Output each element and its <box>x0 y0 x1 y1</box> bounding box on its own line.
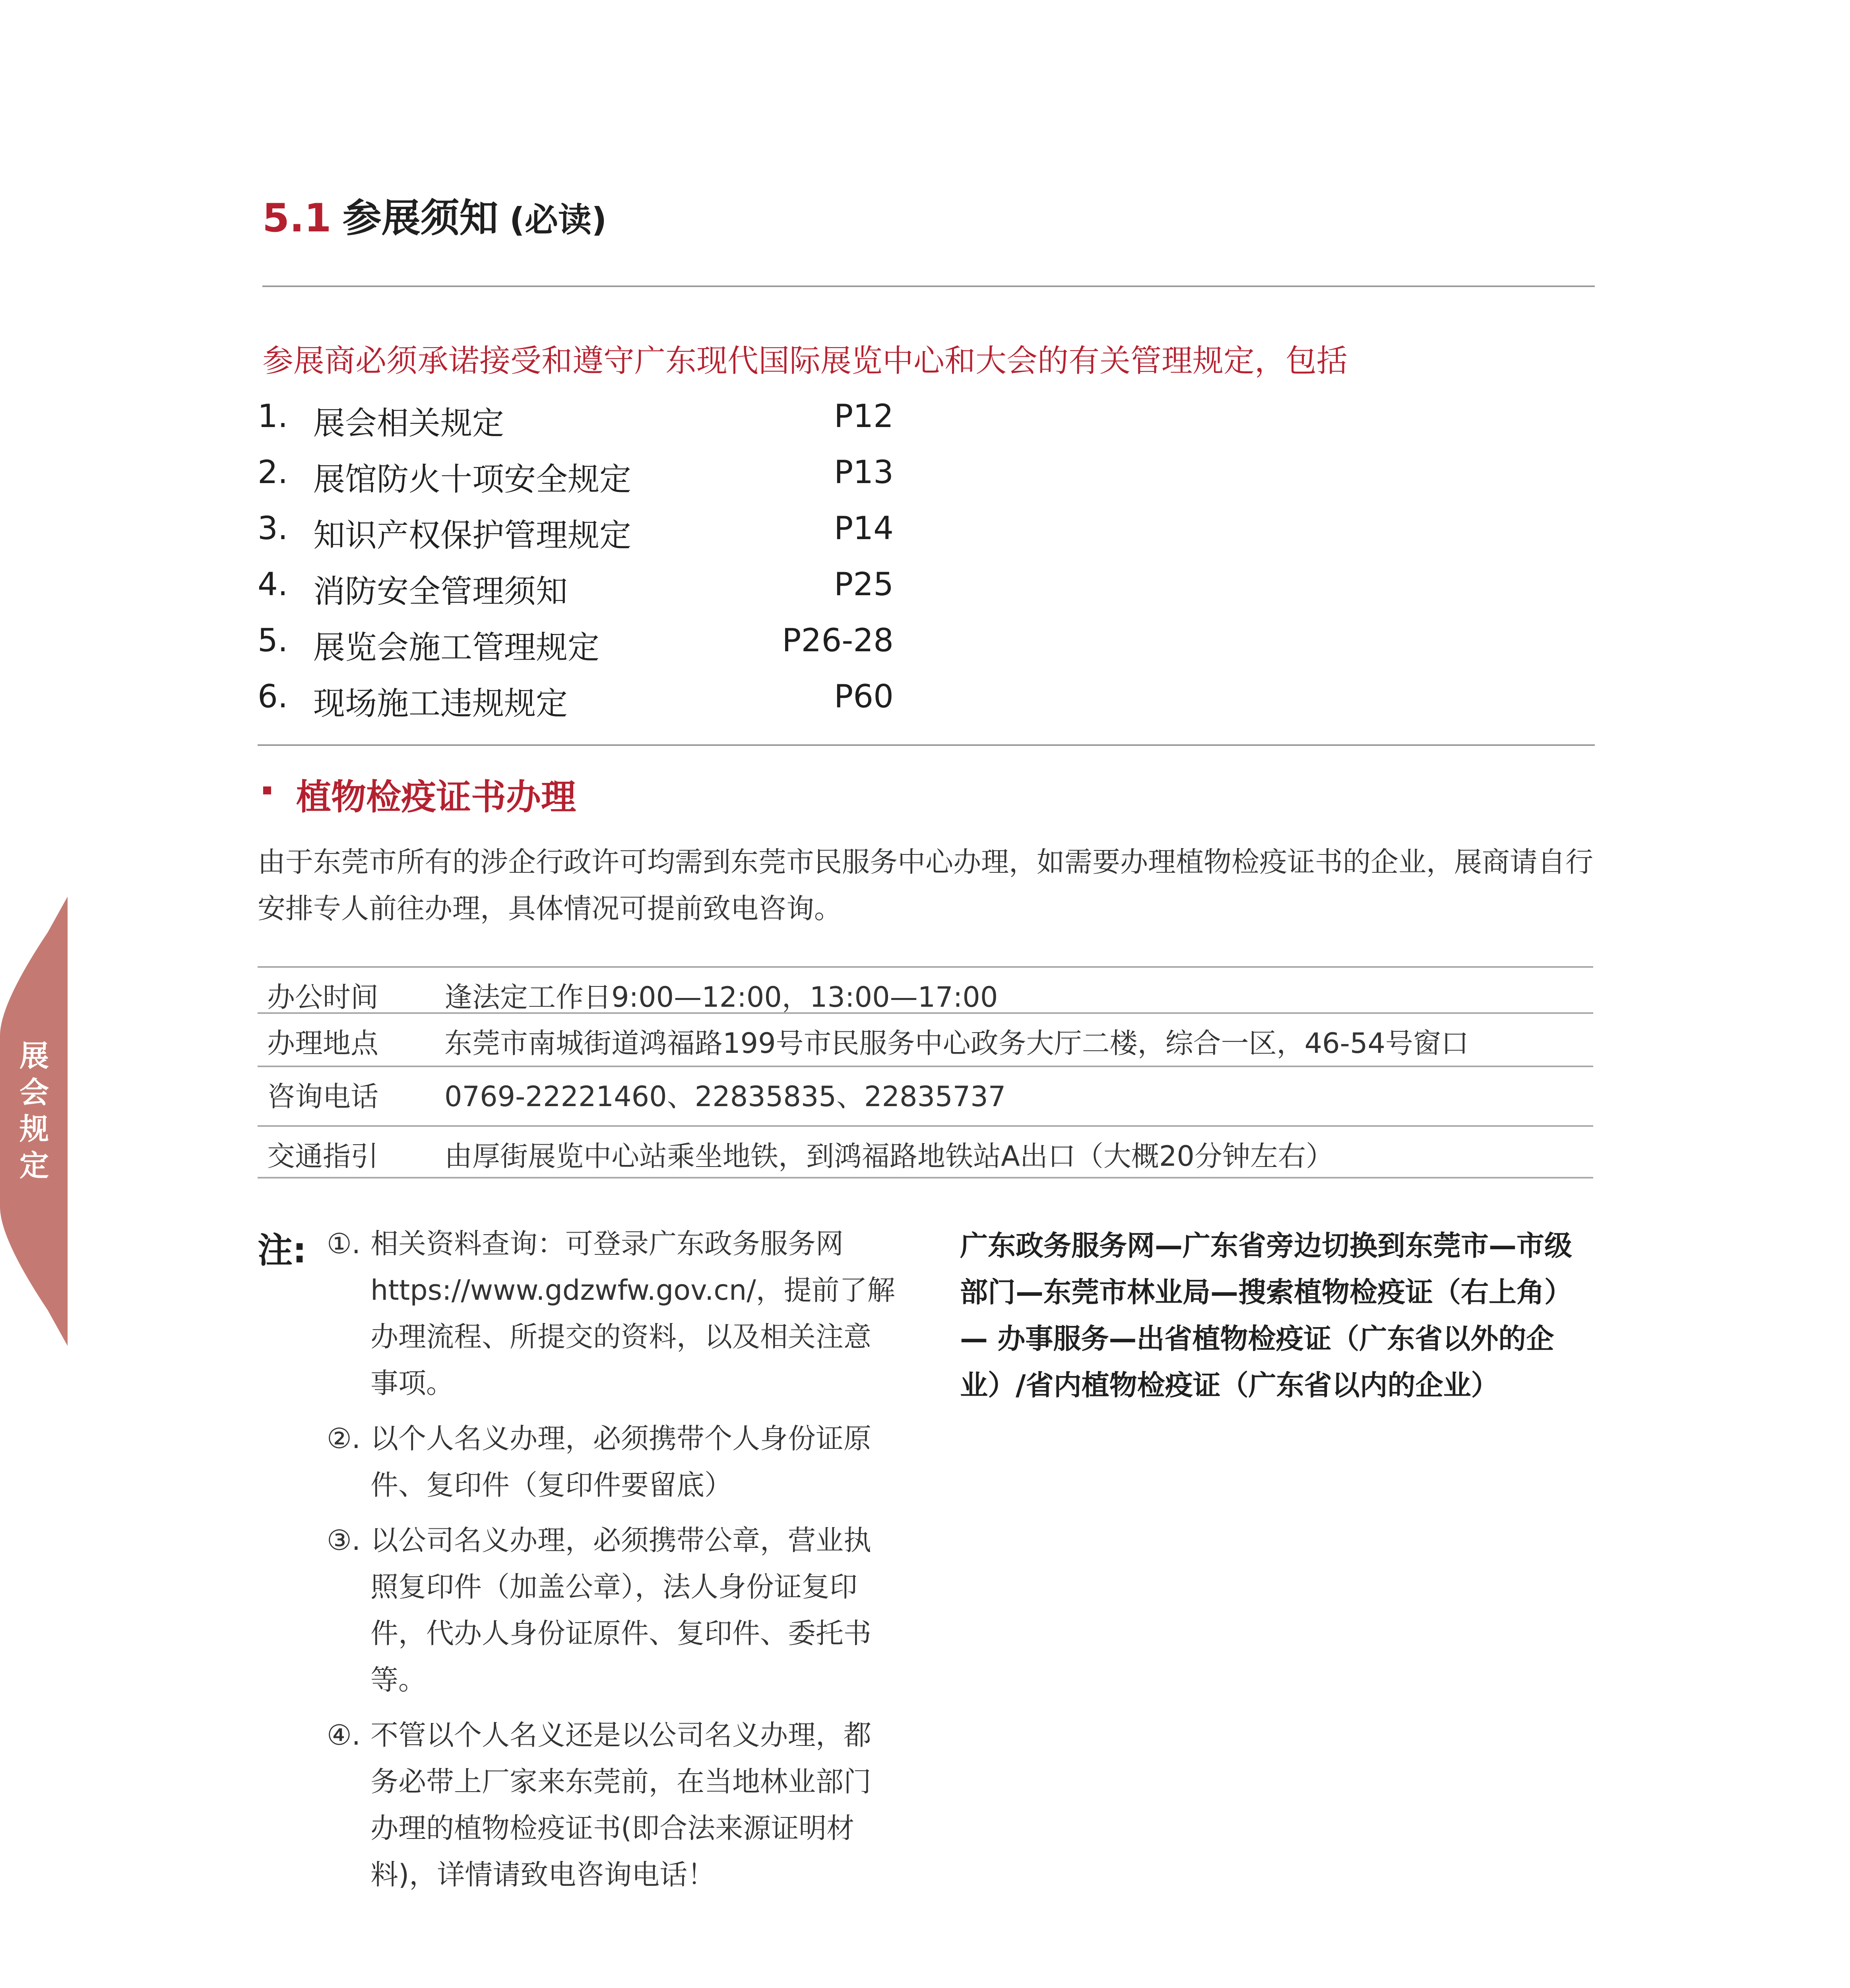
info-table <box>258 966 1593 1178</box>
section-number: 5.1 <box>262 196 332 241</box>
rules-list <box>258 398 894 734</box>
rule-page: P12 <box>834 398 894 435</box>
rules-list-item <box>258 454 894 510</box>
section-description: 由于东莞市所有的涉企行政许可均需到东莞市民服务中心办理，如需要办理植物检疫证书的企业，展商请自行安排专人前往办理，具体情况可提前致电咨询。 <box>258 846 1593 925</box>
notes-label: 注: <box>258 1230 307 1271</box>
note-mark: ②. <box>327 1422 361 1455</box>
rule-page: P26-28 <box>782 622 894 659</box>
rule-text: 消防安全管理须知 <box>313 573 568 610</box>
note-text: 以公司名义办理，必须携带公章，营业执照复印件（加盖公章），法人身份证复印件，代办人身份证原件、复印件、委托书等。 <box>370 1524 871 1696</box>
row-label: 咨询电话 <box>267 1080 378 1113</box>
title-text: 参展须知 <box>342 196 498 241</box>
table-row <box>258 1067 1593 1127</box>
table-row <box>258 1127 1593 1178</box>
section-divider <box>258 744 1595 746</box>
note-mark: ④. <box>327 1719 361 1751</box>
row-label: 办理地点 <box>267 1027 378 1060</box>
title-divider <box>262 285 1595 287</box>
rules-list-item <box>258 678 894 734</box>
intro-text: 参展商必须承诺接受和遵守广东现代国际展览中心和大会的有关管理规定，包括 <box>262 343 1348 379</box>
rule-index: 1. <box>258 398 288 435</box>
row-value: 逢法定工作日9:00—12:00，13:00—17:00 <box>444 981 998 1013</box>
rule-page: P14 <box>834 510 894 547</box>
list-item <box>327 1415 895 1508</box>
list-item <box>327 1712 895 1898</box>
rule-text: 展馆防火十项安全规定 <box>313 461 631 498</box>
rule-text: 展览会施工管理规定 <box>313 629 599 666</box>
note-text: 以个人名义办理，必须携带个人身份证原件、复印件（复印件要留底） <box>370 1422 871 1501</box>
note-mark: ③. <box>327 1524 361 1557</box>
list-item <box>327 1221 895 1407</box>
rule-index: 6. <box>258 678 288 715</box>
note-mark: ①. <box>327 1227 361 1260</box>
rules-list-item <box>258 398 894 454</box>
note-text: 不管以个人名义还是以公司名义办理，都务必带上厂家来东莞前，在当地林业部门办理的植物检疫证书(即合法来源证明材料)，详情请致电咨询电话！ <box>370 1719 871 1891</box>
list-item <box>327 1517 895 1703</box>
rules-list-item <box>258 622 894 678</box>
rule-index: 4. <box>258 566 288 603</box>
row-label: 交通指引 <box>267 1140 378 1173</box>
rule-text: 展会相关规定 <box>313 405 504 442</box>
rule-index: 3. <box>258 510 288 547</box>
page-title <box>262 187 607 243</box>
rules-list-item <box>258 566 894 622</box>
table-row <box>258 1014 1593 1067</box>
rule-page: P25 <box>834 566 894 603</box>
side-tab-label: 展会规定 <box>19 1039 49 1183</box>
rule-page: P60 <box>834 678 894 715</box>
section-title: 植物检疫证书办理 <box>296 777 576 817</box>
section-bullet-icon <box>263 786 271 794</box>
rules-list-item <box>258 510 894 566</box>
rule-text: 知识产权保护管理规定 <box>313 517 631 554</box>
rule-text: 现场施工违规规定 <box>313 685 568 722</box>
rule-index: 5. <box>258 622 288 659</box>
notes-list <box>327 1221 895 1907</box>
route-instructions: 广东政务服务网—广东省旁边切换到东莞市—市级部门—东莞市林业局—搜索植物检疫证（右上角）— 办事服务—出省植物检疫证（广东省以外的企业）/省内植物检疫证（广东省以内的企业） <box>960 1229 1572 1402</box>
rule-page: P13 <box>834 454 894 491</box>
row-value: 东莞市南城街道鸿福路199号市民服务中心政务大厅二楼，综合一区，46-54号窗口 <box>444 1027 1469 1060</box>
table-row <box>258 966 1593 1014</box>
row-label: 办公时间 <box>267 981 378 1013</box>
note-text: 相关资料查询：可登录广东政务服务网https://www.gdzwfw.gov.cn/，提前了解办理流程、所提交的资料，以及相关注意事项。 <box>370 1227 895 1400</box>
row-value: 0769-22221460、22835835、22835737 <box>444 1080 1006 1113</box>
rule-index: 2. <box>258 454 288 491</box>
row-value: 由厚街展览中心站乘坐地铁，到鸿福路地铁站A出口（大概20分钟左右） <box>444 1140 1334 1173</box>
title-note: (必读) <box>509 200 607 239</box>
